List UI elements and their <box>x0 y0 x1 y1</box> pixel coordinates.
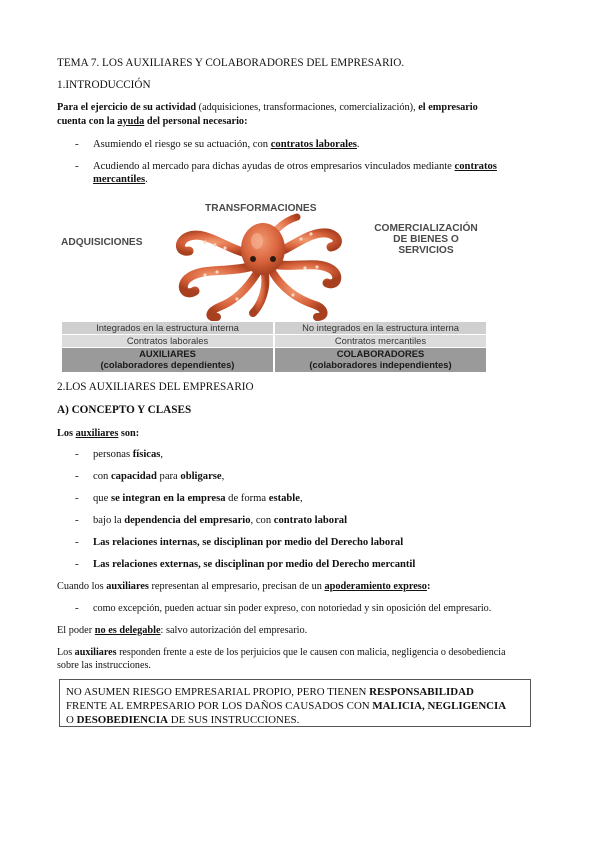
list-dash: - <box>75 558 79 570</box>
box-l3c: DE SUS INSTRUCCIONES. <box>167 714 300 726</box>
representation-item: como excepción, pueden actuar sin poder expreso, con notoriedad y sin oposición del empresario. <box>93 603 492 614</box>
def-4-c: , con <box>250 515 274 526</box>
def-2-e: , <box>221 471 225 482</box>
table-cell-integrados: Integrados en la estructura interna <box>62 322 273 334</box>
intro-underlined-help: ayuda <box>117 116 145 127</box>
table-cell-colaboradores-title: COLABORADORES <box>336 348 425 359</box>
definition-item-2 <box>93 470 543 483</box>
definition-item-3 <box>93 492 543 505</box>
resp-a: Los <box>57 647 75 658</box>
def-1-c: , <box>160 449 164 460</box>
figure-table-row-contracts <box>62 335 486 347</box>
figure-table-row-structure <box>62 322 486 334</box>
intro-item-2-text: Acudiendo al mercado para dichas ayudas de otros empresarios vinculados mediante <box>93 161 455 172</box>
intro-text-end: del personal necesario: <box>144 116 248 127</box>
table-cell-contratos-laborales: Contratos laborales <box>62 335 273 347</box>
resp-d: sobre las instrucciones. <box>57 660 151 671</box>
def-4-b: dependencia del empresario <box>124 515 251 526</box>
def-3-e: , <box>299 493 303 504</box>
box-l3b: DESOBEDIENCIA <box>76 714 168 726</box>
definition-item-5: Las relaciones internas, se disciplinan por medio del Derecho laboral <box>93 537 404 548</box>
def-intro-a: Los <box>57 428 76 439</box>
list-dash: - <box>75 160 79 172</box>
repr-d: apoderamiento expreso <box>324 581 427 592</box>
box-l2b: MALICIA <box>372 700 423 712</box>
resp-b: auxiliares <box>74 647 117 658</box>
def-3-c: de forma <box>225 493 269 504</box>
table-cell-colaboradores <box>275 348 486 372</box>
repr-b: auxiliares <box>106 581 149 592</box>
intro-item-2-end: . <box>145 174 148 185</box>
figure-table <box>62 322 486 373</box>
def-2-a: con <box>93 471 111 482</box>
table-cell-colaboradores-sub: (colaboradores independientes) <box>309 358 452 370</box>
definition-item-6: Las relaciones externas, se disciplinan por medio del Derecho mercantil <box>93 559 416 570</box>
resp-c: responden frente a este de los perjuicios que le causen con malicia, negligencia o desobediencia <box>116 647 506 658</box>
poder-a: El poder <box>57 625 95 636</box>
intro-item-2-key: contratos <box>454 161 497 172</box>
table-cell-contratos-mercantiles: Contratos mercantiles <box>275 335 486 347</box>
poder-b: no es delegable <box>94 625 161 636</box>
intro-paragraph-line-2 <box>57 115 543 128</box>
list-dash: - <box>75 514 79 526</box>
figure-label-right-2: DE BIENES O <box>393 234 459 245</box>
section-heading-auxiliares: 2.LOS AUXILIARES DEL EMPRESARIO <box>57 381 254 393</box>
summary-box <box>59 679 531 727</box>
intro-activities: (adquisiciones, transformaciones, comercialización), <box>196 102 419 113</box>
box-l2d: NEGLIGENCIA <box>427 700 507 712</box>
repr-c: representan al empresario, precisan de un <box>148 581 325 592</box>
def-3-b: se integran en la empresa <box>110 493 226 504</box>
def-2-b: capacidad <box>110 471 157 482</box>
box-l2a: FRENTE AL EMRPESARIO POR LOS DAÑOS CAUSADOS CON <box>66 700 373 712</box>
list-dash: - <box>75 492 79 504</box>
intro-item-1-end: . <box>356 139 360 150</box>
intro-bold-activity: Para el ejercicio de su actividad <box>57 102 197 113</box>
intro-item-1-key: contratos laborales <box>270 139 357 150</box>
table-cell-auxiliares <box>62 348 273 372</box>
document-title: TEMA 7. LOS AUXILIARES Y COLABORADORES DEL EMPRESARIO. <box>57 57 405 69</box>
def-2-c: para <box>156 471 181 482</box>
repr-e: : <box>426 581 431 592</box>
intro-item-1-text: Asumiendo el riesgo se su actuación, con <box>93 139 271 150</box>
figure-label-transformaciones: TRANSFORMACIONES <box>205 203 317 214</box>
definition-item-4 <box>93 514 543 527</box>
box-l2c: , <box>422 700 428 712</box>
definition-intro <box>57 427 543 440</box>
intro-item-1 <box>93 138 543 151</box>
list-dash: - <box>75 470 79 482</box>
def-3-a: que <box>93 493 111 504</box>
intro-bold-employer: el empresario <box>418 102 478 113</box>
list-dash: - <box>75 602 79 614</box>
representation-paragraph <box>57 580 543 593</box>
def-1-b: físicas <box>132 449 161 460</box>
figure-label-right-3: SERVICIOS <box>398 245 454 256</box>
repr-a: Cuando los <box>57 581 107 592</box>
delegation-paragraph <box>57 624 543 637</box>
def-intro-c: son: <box>118 428 140 439</box>
box-l1a: NO ASUMEN RIESGO EMPRESARIAL PROPIO, PERO TIENEN <box>66 686 370 698</box>
figure-table-row-types <box>62 348 486 372</box>
list-dash: - <box>75 138 79 150</box>
table-cell-auxiliares-sub: (colaboradores dependientes) <box>100 358 235 370</box>
table-cell-auxiliares-title: AUXILIARES <box>139 348 196 359</box>
def-2-d: obligarse <box>180 471 222 482</box>
list-dash: - <box>75 536 79 548</box>
intro-text: cuenta con la <box>57 116 118 127</box>
section-heading-intro: 1.INTRODUCCIÓN <box>57 79 151 91</box>
list-dash: - <box>75 448 79 460</box>
intro-item-2 <box>93 160 543 186</box>
box-l3a: O <box>66 714 77 726</box>
intro-paragraph-line-1 <box>57 101 543 114</box>
figure-label-right-1: COMERCIALIZACIÓN <box>374 223 478 234</box>
def-1-a: personas <box>93 449 133 460</box>
table-cell-no-integrados: No integrados en la estructura interna <box>275 322 486 334</box>
subsection-heading-concepto: A) CONCEPTO Y CLASES <box>57 404 192 416</box>
figure-label-comercializacion <box>363 223 489 256</box>
def-3-d: estable <box>268 493 300 504</box>
box-l1b: RESPONSABILIDAD <box>369 686 474 698</box>
intro-item-2-key-2: mercantiles <box>93 174 146 185</box>
def-4-a: bajo la <box>93 515 125 526</box>
octopus-icon <box>165 209 357 321</box>
poder-c: : salvo autorización del empresario. <box>160 625 308 636</box>
definition-item-1 <box>93 448 543 461</box>
responsibility-paragraph <box>57 646 543 672</box>
def-4-d: contrato laboral <box>273 515 348 526</box>
def-intro-auxiliares: auxiliares <box>75 428 119 439</box>
figure-label-adquisiciones: ADQUISICIONES <box>61 237 143 248</box>
